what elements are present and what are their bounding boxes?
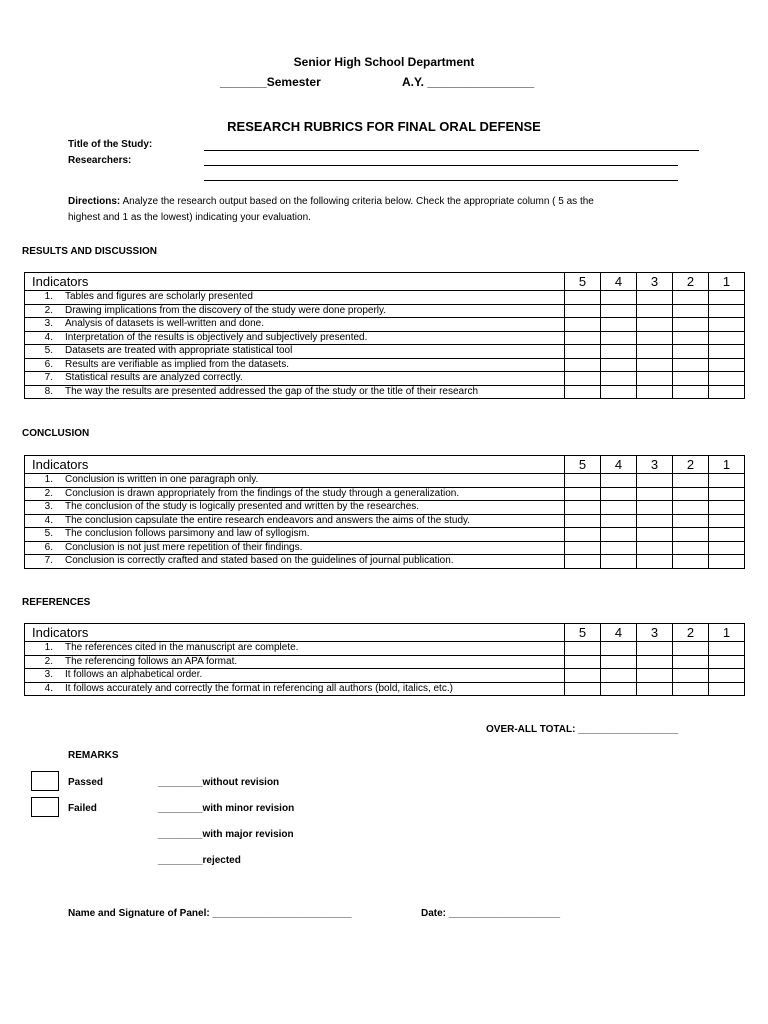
score-cell-1[interactable] — [709, 291, 745, 305]
score-cell-2[interactable] — [673, 669, 709, 683]
score-cell-4[interactable] — [601, 372, 637, 386]
score-header-2: 2 — [673, 456, 709, 474]
score-cell-4[interactable] — [601, 291, 637, 305]
indicator-number: 2. — [44, 655, 53, 667]
score-cell-3[interactable] — [637, 345, 673, 359]
indicator-number: 1. — [44, 642, 53, 654]
passed-checkbox[interactable] — [31, 771, 59, 791]
score-cell-4[interactable] — [601, 669, 637, 683]
score-header-4: 4 — [601, 273, 637, 291]
academic-year-field[interactable]: A.Y. ________________ — [402, 75, 535, 89]
passed-label: Passed — [68, 777, 104, 788]
indicator-number: 4. — [44, 682, 53, 694]
score-cell-2[interactable] — [673, 555, 709, 569]
indicator-cell — [25, 372, 565, 386]
document-title: RESEARCH RUBRICS FOR FINAL ORAL DEFENSE — [227, 119, 541, 134]
indicator-number: 5. — [44, 528, 53, 540]
score-cell-3[interactable] — [637, 487, 673, 501]
study-title-label: Title of the Study: — [68, 139, 153, 150]
score-cell-4[interactable] — [601, 642, 637, 656]
indicator-number: 4. — [44, 514, 53, 526]
score-cell-1[interactable] — [709, 528, 745, 542]
indicator-text: Datasets are treated with appropriate statistical tool — [65, 345, 293, 357]
score-cell-1[interactable] — [709, 304, 745, 318]
score-cell-5[interactable] — [565, 514, 601, 528]
panel-signature-field[interactable]: _________________________ — [212, 908, 352, 919]
score-cell-3[interactable] — [637, 358, 673, 372]
indicator-cell — [25, 655, 565, 669]
score-header-3: 3 — [637, 456, 673, 474]
score-cell-5[interactable] — [565, 474, 601, 488]
score-header-2: 2 — [673, 273, 709, 291]
score-cell-4[interactable] — [601, 541, 637, 555]
indicator-text: The conclusion follows parsimony and law of syllogism. — [65, 528, 310, 540]
score-cell-5[interactable] — [565, 385, 601, 399]
score-cell-5[interactable] — [565, 541, 601, 555]
score-cell-4[interactable] — [601, 474, 637, 488]
indicator-text: Conclusion is not just mere repetition of their findings. — [65, 541, 303, 553]
score-header-3: 3 — [637, 273, 673, 291]
score-cell-2[interactable] — [673, 331, 709, 345]
score-cell-3[interactable] — [637, 555, 673, 569]
panel-signature-label: Name and Signature of Panel: — [68, 908, 210, 919]
score-cell-4[interactable] — [601, 385, 637, 399]
score-cell-1[interactable] — [709, 358, 745, 372]
score-cell-5[interactable] — [565, 358, 601, 372]
table-row — [25, 669, 745, 683]
score-cell-1[interactable] — [709, 331, 745, 345]
table-row — [25, 474, 745, 488]
score-cell-4[interactable] — [601, 655, 637, 669]
indicator-cell — [25, 487, 565, 501]
table-row — [25, 291, 745, 305]
score-header-3: 3 — [637, 624, 673, 642]
indicators-header: Indicators — [25, 456, 565, 474]
table-row — [25, 385, 745, 399]
table-row — [25, 642, 745, 656]
table-header-row — [25, 273, 745, 291]
score-cell-3[interactable] — [637, 304, 673, 318]
researchers-line-2[interactable] — [204, 180, 678, 181]
indicator-cell — [25, 642, 565, 656]
score-cell-5[interactable] — [565, 555, 601, 569]
score-cell-5[interactable] — [565, 318, 601, 332]
score-cell-2[interactable] — [673, 291, 709, 305]
table-row — [25, 541, 745, 555]
score-cell-3[interactable] — [637, 514, 673, 528]
score-cell-2[interactable] — [673, 501, 709, 515]
score-cell-1[interactable] — [709, 642, 745, 656]
score-cell-5[interactable] — [565, 331, 601, 345]
panel-signature — [68, 908, 352, 919]
score-cell-2[interactable] — [673, 385, 709, 399]
section-heading-conclusion: CONCLUSION — [22, 428, 90, 439]
score-cell-5[interactable] — [565, 487, 601, 501]
indicator-text: Conclusion is written in one paragraph only. — [65, 474, 259, 486]
indicator-number: 6. — [44, 358, 53, 370]
directions-text — [68, 196, 594, 207]
failed-checkbox[interactable] — [31, 797, 59, 817]
score-cell-5[interactable] — [565, 501, 601, 515]
indicator-cell — [25, 358, 565, 372]
indicator-cell — [25, 474, 565, 488]
indicator-text: The conclusion capsulate the entire research endeavors and answers the aims of the study. — [65, 514, 471, 526]
score-header-4: 4 — [601, 456, 637, 474]
table-row — [25, 655, 745, 669]
table-header-row — [25, 624, 745, 642]
score-cell-2[interactable] — [673, 487, 709, 501]
section-heading-results: RESULTS AND DISCUSSION — [22, 246, 158, 257]
score-cell-4[interactable] — [601, 318, 637, 332]
score-cell-3[interactable] — [637, 669, 673, 683]
table-row — [25, 487, 745, 501]
indicator-cell — [25, 385, 565, 399]
score-cell-2[interactable] — [673, 345, 709, 359]
table-row — [25, 555, 745, 569]
score-header-4: 4 — [601, 624, 637, 642]
directions-line-2: highest and 1 as the lowest) indicating your evaluation. — [68, 212, 311, 223]
indicator-number: 3. — [44, 669, 53, 681]
indicator-text: Results are verifiable as implied from the datasets. — [65, 358, 289, 370]
score-cell-2[interactable] — [673, 474, 709, 488]
indicator-text: Conclusion is correctly crafted and stated based on the guidelines of journal publication. — [65, 555, 454, 567]
score-header-1: 1 — [709, 456, 745, 474]
score-cell-4[interactable] — [601, 345, 637, 359]
date-signature — [421, 908, 560, 919]
score-cell-4[interactable] — [601, 514, 637, 528]
score-cell-2[interactable] — [673, 642, 709, 656]
semester-blank[interactable]: _______ — [220, 75, 267, 89]
indicator-number: 3. — [44, 318, 53, 330]
score-cell-1[interactable] — [709, 487, 745, 501]
score-cell-4[interactable] — [601, 358, 637, 372]
score-header-2: 2 — [673, 624, 709, 642]
table-row — [25, 372, 745, 386]
table-row — [25, 682, 745, 696]
score-cell-4[interactable] — [601, 331, 637, 345]
score-cell-3[interactable] — [637, 474, 673, 488]
table-row — [25, 331, 745, 345]
date-label: Date: — [421, 908, 447, 919]
score-cell-4[interactable] — [601, 528, 637, 542]
option-without-revision[interactable]: ________without revision — [158, 777, 280, 788]
score-cell-5[interactable] — [565, 642, 601, 656]
score-cell-3[interactable] — [637, 501, 673, 515]
score-cell-1[interactable] — [709, 501, 745, 515]
score-cell-5[interactable] — [565, 372, 601, 386]
score-header-5: 5 — [565, 456, 601, 474]
indicator-number: 8. — [44, 385, 53, 397]
rubric-table-conclusion — [24, 455, 745, 569]
indicator-cell — [25, 318, 565, 332]
score-cell-2[interactable] — [673, 304, 709, 318]
section-heading-references: REFERENCES — [22, 597, 91, 608]
option-rejected[interactable]: ________rejected — [158, 855, 241, 866]
score-cell-1[interactable] — [709, 318, 745, 332]
score-cell-2[interactable] — [673, 514, 709, 528]
score-cell-2[interactable] — [673, 318, 709, 332]
indicator-text: Drawing implications from the discovery of the study were done properly. — [65, 304, 387, 316]
score-cell-1[interactable] — [709, 474, 745, 488]
score-cell-3[interactable] — [637, 385, 673, 399]
score-cell-5[interactable] — [565, 669, 601, 683]
researchers-line-1[interactable] — [204, 165, 678, 166]
score-cell-1[interactable] — [709, 555, 745, 569]
remarks-heading: REMARKS — [68, 750, 119, 761]
semester-label: Semester — [266, 75, 321, 89]
table-row — [25, 501, 745, 515]
department-heading: Senior High School Department — [293, 55, 475, 69]
score-cell-5[interactable] — [565, 304, 601, 318]
researchers-label: Researchers: — [68, 155, 132, 166]
indicator-text: The referencing follows an APA format. — [65, 655, 238, 667]
table-header-row — [25, 456, 745, 474]
score-cell-3[interactable] — [637, 528, 673, 542]
indicators-header: Indicators — [25, 273, 565, 291]
indicator-cell — [25, 541, 565, 555]
indicator-cell — [25, 514, 565, 528]
score-cell-5[interactable] — [565, 655, 601, 669]
score-cell-2[interactable] — [673, 682, 709, 696]
score-cell-4[interactable] — [601, 501, 637, 515]
rubric-table-results — [24, 272, 745, 399]
score-cell-1[interactable] — [709, 669, 745, 683]
indicator-text: Conclusion is drawn appropriately from the findings of the study through a generalization. — [65, 487, 460, 499]
indicator-number: 2. — [44, 487, 53, 499]
score-cell-2[interactable] — [673, 655, 709, 669]
option-minor-revision[interactable]: ________with minor revision — [158, 803, 295, 814]
score-cell-1[interactable] — [709, 385, 745, 399]
date-field[interactable]: ____________________ — [448, 908, 561, 919]
option-major-revision[interactable]: ________with major revision — [158, 829, 294, 840]
table-row — [25, 318, 745, 332]
indicator-text: It follows an alphabetical order. — [65, 669, 203, 681]
directions-line-1: Analyze the research output based on the following criteria below. Check the appropriate column ( 5 as the — [120, 196, 594, 207]
score-cell-2[interactable] — [673, 541, 709, 555]
score-header-1: 1 — [709, 624, 745, 642]
semester-line — [220, 75, 321, 89]
score-cell-3[interactable] — [637, 682, 673, 696]
indicator-cell — [25, 304, 565, 318]
score-cell-5[interactable] — [565, 528, 601, 542]
overall-total-field[interactable]: OVER-ALL TOTAL: __________________ — [486, 724, 679, 735]
failed-label: Failed — [68, 803, 97, 814]
score-cell-2[interactable] — [673, 358, 709, 372]
score-cell-3[interactable] — [637, 655, 673, 669]
score-cell-5[interactable] — [565, 291, 601, 305]
indicator-cell — [25, 528, 565, 542]
table-row — [25, 358, 745, 372]
score-cell-3[interactable] — [637, 331, 673, 345]
score-cell-1[interactable] — [709, 345, 745, 359]
score-cell-1[interactable] — [709, 682, 745, 696]
indicator-cell — [25, 291, 565, 305]
score-cell-1[interactable] — [709, 372, 745, 386]
indicator-cell — [25, 331, 565, 345]
table-row — [25, 514, 745, 528]
indicator-text: The way the results are presented addressed the gap of the study or the title of their research — [65, 385, 479, 397]
indicator-text: Interpretation of the results is objectively and subjectively presented. — [65, 331, 368, 343]
score-cell-2[interactable] — [673, 528, 709, 542]
indicator-number: 2. — [44, 304, 53, 316]
score-cell-3[interactable] — [637, 372, 673, 386]
indicator-text: Tables and figures are scholarly presented — [65, 291, 253, 303]
table-row — [25, 345, 745, 359]
score-cell-1[interactable] — [709, 541, 745, 555]
score-cell-3[interactable] — [637, 318, 673, 332]
score-cell-3[interactable] — [637, 642, 673, 656]
score-cell-4[interactable] — [601, 487, 637, 501]
table-row — [25, 528, 745, 542]
indicator-number: 1. — [44, 474, 53, 486]
indicator-text: The references cited in the manuscript are complete. — [65, 642, 299, 654]
indicator-text: The conclusion of the study is logically presented and written by the researches. — [65, 501, 420, 513]
score-cell-5[interactable] — [565, 345, 601, 359]
study-title-line[interactable] — [204, 150, 699, 151]
indicator-number: 1. — [44, 291, 53, 303]
score-cell-4[interactable] — [601, 682, 637, 696]
indicator-text: Statistical results are analyzed correctly. — [65, 372, 243, 384]
score-cell-4[interactable] — [601, 304, 637, 318]
score-header-5: 5 — [565, 273, 601, 291]
indicator-cell — [25, 682, 565, 696]
indicator-number: 7. — [44, 372, 53, 384]
rubric-table-references — [24, 623, 745, 696]
score-cell-2[interactable] — [673, 372, 709, 386]
score-cell-1[interactable] — [709, 514, 745, 528]
score-cell-3[interactable] — [637, 541, 673, 555]
score-cell-3[interactable] — [637, 291, 673, 305]
score-header-5: 5 — [565, 624, 601, 642]
indicator-number: 7. — [44, 555, 53, 567]
indicators-header: Indicators — [25, 624, 565, 642]
score-header-1: 1 — [709, 273, 745, 291]
score-cell-5[interactable] — [565, 682, 601, 696]
indicator-cell — [25, 345, 565, 359]
indicator-cell — [25, 555, 565, 569]
indicator-number: 4. — [44, 331, 53, 343]
indicator-number: 3. — [44, 501, 53, 513]
score-cell-1[interactable] — [709, 655, 745, 669]
indicator-cell — [25, 669, 565, 683]
score-cell-4[interactable] — [601, 555, 637, 569]
indicator-text: Analysis of datasets is well-written and done. — [65, 318, 264, 330]
indicator-text: It follows accurately and correctly the format in referencing all authors (bold, italics, etc.) — [65, 682, 453, 694]
table-row — [25, 304, 745, 318]
indicator-number: 5. — [44, 345, 53, 357]
indicator-cell — [25, 501, 565, 515]
indicator-number: 6. — [44, 541, 53, 553]
directions-label: Directions: — [68, 196, 121, 207]
